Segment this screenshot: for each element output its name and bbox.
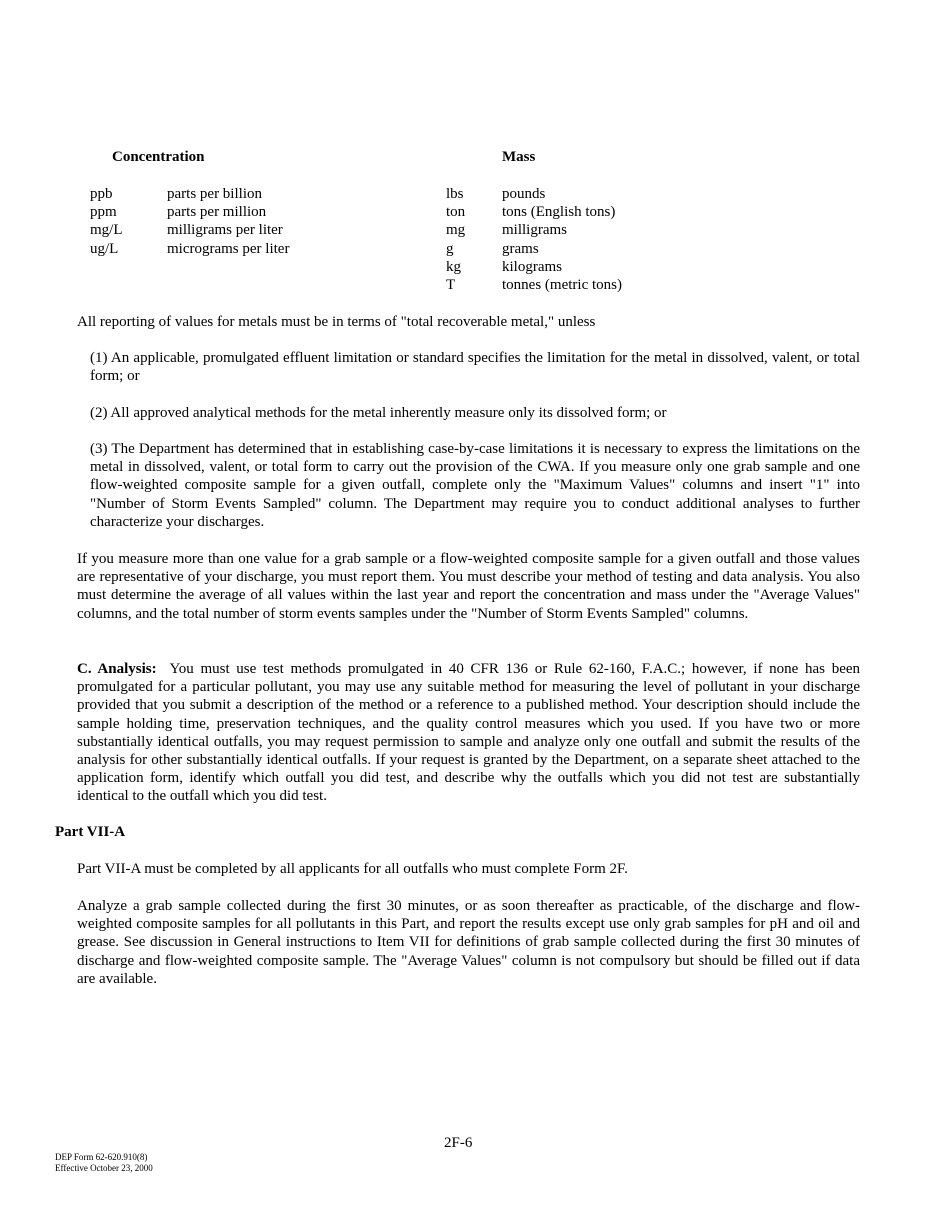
unit-abbr: ppm	[90, 204, 117, 221]
part-intro: Part VII-A must be completed by all applicants for all outfalls who must complete Form 2F.	[77, 861, 628, 877]
metals-item-2: (2) All approved analytical methods for the metal inherently measure only its dissolved form; or	[90, 405, 667, 421]
analysis-text: You must use test methods promulgated in 40 CFR 136 or Rule 62-160, F.A.C.; however, if none has been promulgated for a particular pollutant, you may use any suitable method for measuring the level of pollutant in your discharge provided that you submit a description of the method or a reference to a published method. Your description should include the sample holding time, preservation techniques, and the quality control measures which you used. If you have two or more substantially identical outfalls, you may request permission to sample and analyze only one outfall and submit the results of the analysis for other substantially identical outfalls. If your request is granted by the Department, on a separate sheet attached to the application form, identify which outfall you did test, and describe why the outfalls which you did not test are substantially identical to the outfall which you did test.	[77, 661, 861, 805]
unit-abbr: mg/L	[90, 222, 123, 239]
unit-abbr: lbs	[446, 186, 464, 202]
unit-name: micrograms per liter	[167, 240, 290, 257]
unit-name: milligrams per liter	[167, 222, 283, 239]
unit-name: milligrams	[502, 222, 567, 239]
form-footer	[55, 1152, 153, 1174]
analysis-label: C. Analysis:	[77, 661, 157, 677]
unit-name: tonnes (metric tons)	[502, 277, 622, 294]
unit-abbr: g	[446, 240, 454, 257]
form-id: DEP Form 62-620.910(8)	[55, 1152, 148, 1162]
unit-name: tons (English tons)	[502, 204, 616, 221]
unit-name: parts per million	[167, 204, 267, 221]
effective-date: Effective October 23, 2000	[55, 1163, 153, 1173]
unit-name: parts per billion	[167, 186, 262, 202]
unit-abbr: mg	[446, 222, 466, 239]
unit-name: grams	[502, 240, 539, 257]
part-text: Analyze a grab sample collected during the first 30 minutes, or as soon thereafter as practicable, of the discharge and flow-weighted composite samples for all pollutants in this Part, and report the results except use only grab samples for pH and oil and grease. See discussion in General instructions to Item VII for definitions of grab sample collected during the first 30 minutes of discharge and flow-weighted composite sample. The "Average Values" column is not compulsory but should be filled out if data are available.	[77, 898, 860, 987]
mass-abbr-list	[446, 185, 465, 294]
unit-name: kilograms	[502, 258, 562, 275]
metals-intro: All reporting of values for metals must be in terms of "total recoverable metal," unless	[77, 314, 596, 330]
unit-abbr: T	[446, 277, 456, 294]
metals-item-3: (3) The Department has determined that in establishing case-by-case limitations it is necessary to express the limitations on the metal in dissolved, valent, or total form to carry out the provision of the CWA. If you measure only one grab sample and one flow-weighted composite sample for a given outfall, complete only the "Maximum Values" columns and insert "1" into "Number of Storm Events Sampled" column. The Department may require you to conduct additional analyses to further characterize your discharges.	[90, 441, 860, 530]
unit-abbr: kg	[446, 258, 461, 275]
multi-value-paragraph: If you measure more than one value for a grab sample or a flow-weighted composite sample for a given outfall and those values are representative of your discharge, you must report them. You must describe your method of testing and data analysis. You also must determine the average of all values within the last year and report the concentration and mass under the "Average Values" columns, and the total number of storm events samples under the "Number of Storm Events Sampled" columns.	[77, 551, 860, 622]
concentration-abbr-list	[90, 185, 123, 258]
unit-name: pounds	[502, 186, 546, 202]
unit-abbr: ppb	[90, 186, 113, 202]
concentration-header: Concentration	[112, 149, 205, 165]
analysis-paragraph	[77, 660, 860, 806]
unit-abbr: ug/L	[90, 240, 119, 257]
concentration-name-list	[167, 185, 289, 258]
mass-name-list	[502, 185, 622, 294]
part-heading: Part VII-A	[55, 824, 126, 840]
mass-header: Mass	[502, 149, 536, 165]
metals-item-1: (1) An applicable, promulgated effluent limitation or standard specifies the limitation for the metal in dissolved, valent, or total form; or	[90, 350, 860, 385]
page-number: 2F-6	[444, 1135, 473, 1151]
unit-abbr: ton	[446, 204, 466, 221]
